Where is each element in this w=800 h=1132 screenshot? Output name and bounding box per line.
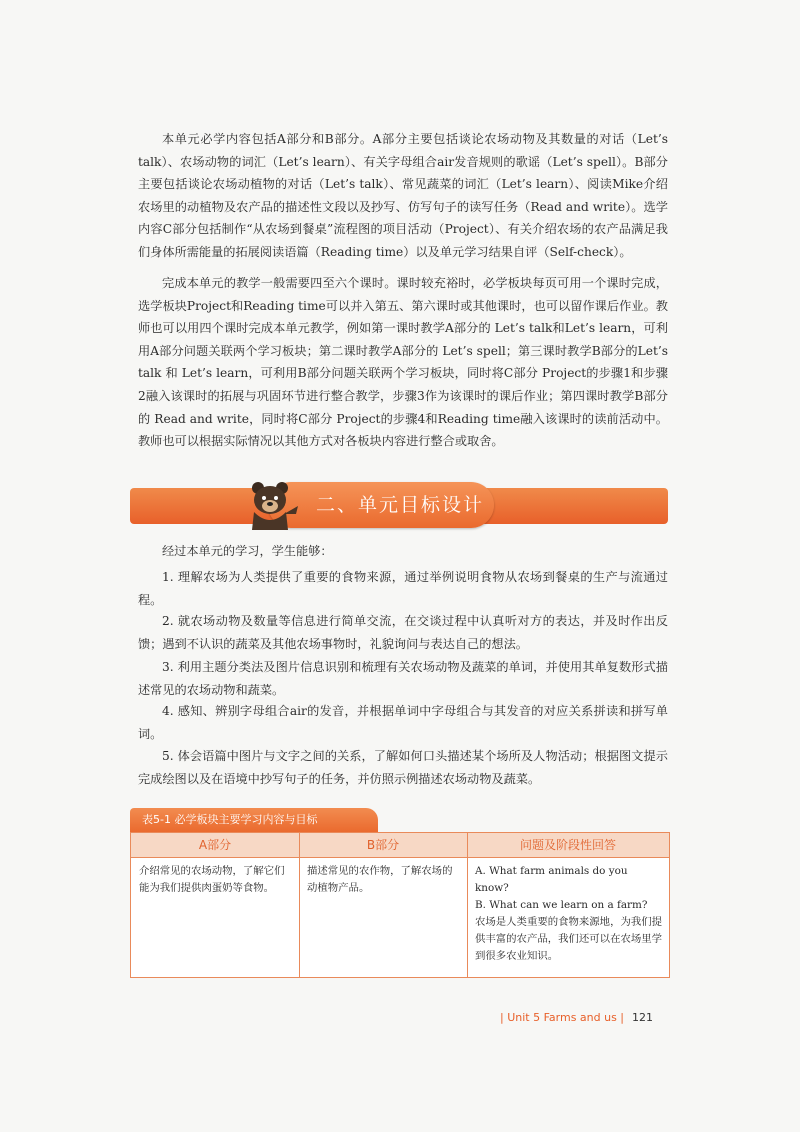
unit-label: Unit 5 Farms and us [507, 1011, 617, 1024]
goal-item: 4. 感知、辨别字母组合air的发音，并根据单词中字母组合与其发音的对应关系拼读和拼写单词。 [138, 704, 668, 741]
question-a: A. What farm animals do you know? [475, 865, 628, 894]
table-divider [131, 857, 669, 858]
answer-text: 农场是人类重要的食物来源地，为我们提供丰富的农产品，我们还可以在农场里学到很多农业知识。 [475, 916, 663, 962]
table-cell-questions [475, 863, 663, 965]
page-footer: | Unit 5 Farms and us | 121 [500, 1011, 654, 1024]
goal-item: 1. 理解农场为人类提供了重要的食物来源，通过举例说明食物从农场到餐桌的生产与流通过程。 [138, 570, 668, 607]
table-header-b: B部分 [299, 833, 467, 857]
table-header-questions: 问题及阶段性回答 [467, 833, 669, 857]
goal-item: 3. 利用主题分类法及图片信息识别和梳理有关农场动物及蔬菜的单词，并使用其单复数形式描述常见的农场动物和蔬菜。 [138, 660, 668, 697]
intro-paragraph-1: 本单元必学内容包括A部分和B部分。A部分主要包括谈论农场动物及其数量的对话（Let’s talk）、农场动物的词汇（Let’s learn）、有关字母组合air发音规则的歌谣（Let’s spell）。B部分主要包括谈论农场动植物的对话（Let’s talk）、常见蔬菜的词汇（Let’s learn）、阅读Mike介绍农场里的动植物及农产品的描述性文段以及抄写、仿写句子的读写任务（Read and write）。选学内容C部分包括制作“从农场到餐桌”流程图的项目活动（Project）、有关介绍农场的农产品满足我们身体所需能量的拓展阅读语篇（Reading time）以及单元学习结果自评（Self-check）。 [138, 132, 668, 259]
question-b: B. What can we learn on a farm? [475, 899, 648, 911]
section-title: 二、单元目标设计 [316, 494, 485, 516]
table-cell-b: 描述常见的农作物，了解农场的动植物产品。 [307, 865, 453, 894]
goal-item: 5. 体会语篇中图片与文字之间的关系，了解如何口头描述某个场所及人物活动；根据图文提示完成绘图以及在语境中抄写句子的任务，并仿照示例描述农场动物及蔬菜。 [138, 749, 668, 786]
table-cell-a: 介绍常见的农场动物，了解它们能为我们提供肉蛋奶等食物。 [139, 865, 285, 894]
table-divider [299, 833, 300, 977]
bear-mascot-icon [244, 478, 300, 532]
page-number: 121 [632, 1011, 654, 1024]
objectives-table [130, 832, 670, 978]
table-caption: 表5-1 必学板块主要学习内容与目标 [130, 808, 378, 832]
table-divider [467, 833, 468, 977]
goal-item: 2. 就农场动物及数量等信息进行简单交流，在交谈过程中认真听对方的表达，并及时作出反馈；遇到不认识的蔬菜及其他农场事物时，礼貌询问与表达自己的想法。 [138, 614, 668, 651]
intro-paragraph-2: 完成本单元的教学一般需要四至六个课时。课时较充裕时，必学板块每页可用一个课时完成，选学板块Project和Reading time可以并入第五、第六课时或其他课时，也可以留作课后作业。教师也可以用四个课时完成本单元教学，例如第一课时教学A部分的 Let’s talk和Let’s learn，可利用A部分问题关联两个学习板块；第二课时教学A部分的 Let’s spell；第三课时教学B部分的Let’s talk 和 Let’s learn，可利用B部分问题关联两个学习板块，同时将C部分 Project的步骤1和步骤2融入该课时的拓展与巩固环节进行整合教学，步骤3作为该课时的课后作业；第四课时教学B部分的 Read and write，同时将C部分 Project的步骤4和Reading time融入该课时的读前活动中。教师也可以根据实际情况以其他方式对各板块内容进行整合或取舍。 [138, 276, 668, 449]
table-header-a: A部分 [131, 833, 299, 857]
goals-intro: 经过本单元的学习，学生能够： [162, 544, 333, 558]
